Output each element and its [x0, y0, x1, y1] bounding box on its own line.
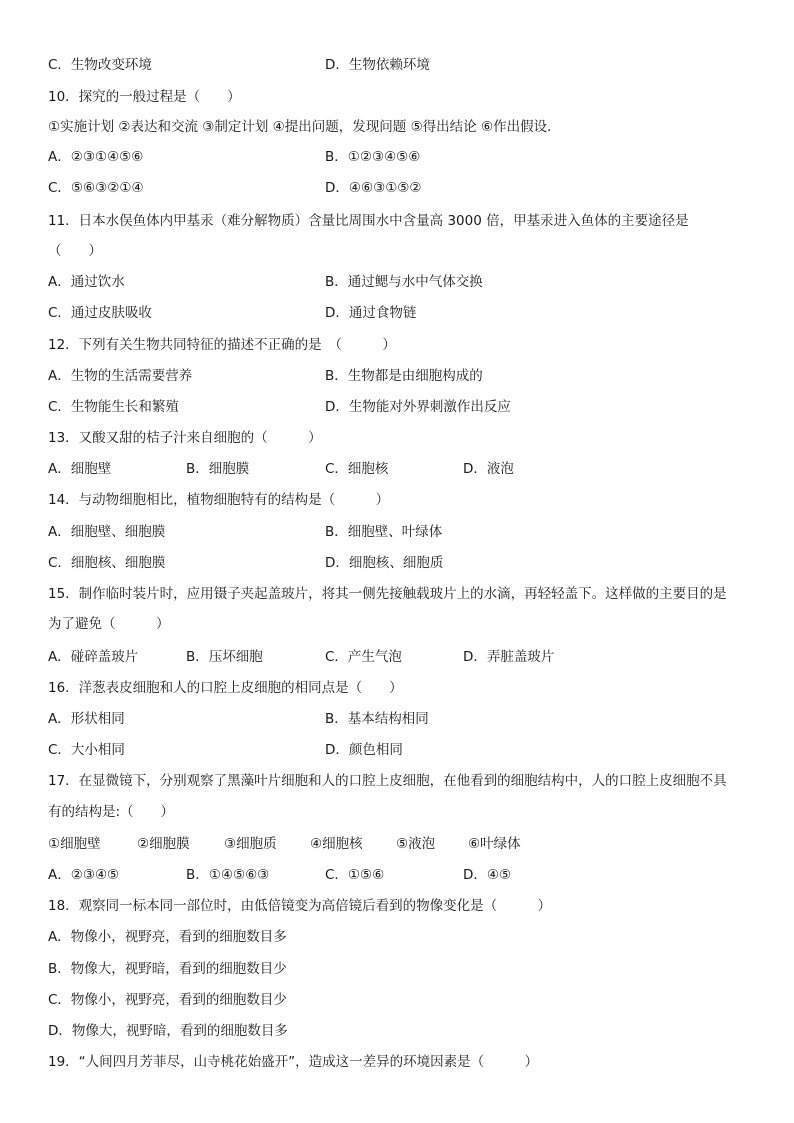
q15-option-d: D．弄脏盖玻片 — [463, 649, 555, 665]
q11-option-c: C．通过皮肤吸收 — [48, 305, 152, 321]
q13-option-a: A．细胞壁 — [48, 461, 112, 477]
q19-stem: 19．“人间四月芳菲尽，山寺桃花始盛开”，造成这一差异的环境因素是（ ） — [48, 1054, 539, 1070]
q11-option-a: A．通过饮水 — [48, 274, 125, 290]
q12-option-d: D．生物能对外界刺激作出反应 — [325, 399, 511, 415]
q13-stem: 13．又酸又甜的桔子汁来自细胞的（ ） — [48, 430, 322, 446]
q18-stem: 18．观察同一标本同一部位时，由低倍镜变为高倍镜后看到的物像变化是（ ） — [48, 898, 552, 914]
q12-stem: 12．下列有关生物共同特征的描述不正确的是 （ ） — [48, 337, 396, 353]
q13-option-d: D．液泡 — [463, 461, 514, 477]
q12-option-b: B．生物都是由细胞构成的 — [325, 368, 483, 384]
q18-option-a: A．物像小，视野亮，看到的细胞数目多 — [48, 929, 287, 945]
q10-option-a: A．②③①④⑤⑥ — [48, 149, 144, 165]
q17-item-3: ③细胞质 — [224, 836, 277, 852]
q10-option-c: C．⑤⑥③②①④ — [48, 180, 144, 196]
q10-steps: ①实施计划 ②表达和交流 ③制定计划 ④提出问题，发现问题 ⑤得出结论 ⑥作出假设． — [48, 119, 561, 135]
q17-option-a: A．②③④⑤ — [48, 867, 120, 883]
q17-item-2: ②细胞膜 — [137, 836, 190, 852]
q11-option-d: D．通过食物链 — [325, 305, 417, 321]
q12-option-a: A．生物的生活需要营养 — [48, 368, 193, 384]
q13-option-c: C．细胞核 — [325, 461, 389, 477]
q11-stem-line1: 11．日本水俣鱼体内甲基汞（难分解物质）含量比周围水中含量高 3000 倍，甲基汞进入鱼体的主要途径是 — [48, 213, 689, 229]
q14-option-d: D．细胞核、细胞质 — [325, 555, 444, 571]
q18-option-b: B．物像大，视野暗，看到的细胞数目少 — [48, 961, 287, 977]
q15-option-b: B．压坏细胞 — [186, 649, 263, 665]
q17-item-4: ④细胞核 — [310, 836, 363, 852]
q17-option-d: D．④⑤ — [463, 867, 512, 883]
q16-option-d: D．颜色相同 — [325, 742, 403, 758]
q9-option-d: D．生物依赖环境 — [325, 57, 430, 73]
q9-option-c: C．生物改变环境 — [48, 57, 152, 73]
q17-stem-line2: 有的结构是:（ ） — [48, 804, 175, 820]
q10-option-b: B．①②③④⑤⑥ — [325, 149, 421, 165]
q17-item-6: ⑥叶绿体 — [468, 836, 521, 852]
q15-stem-line2: 为了避免（ ） — [48, 616, 170, 632]
q14-option-c: C．细胞核、细胞膜 — [48, 555, 166, 571]
q10-option-d: D．④⑥③①⑤② — [325, 180, 422, 196]
q16-option-c: C．大小相同 — [48, 742, 125, 758]
q14-option-a: A．细胞壁、细胞膜 — [48, 524, 166, 540]
q17-option-b: B．①④⑤⑥③ — [186, 867, 270, 883]
q18-option-d: D．物像大，视野暗，看到的细胞数目多 — [48, 1023, 288, 1039]
q17-item-1: ①细胞壁 — [48, 836, 101, 852]
q16-stem: 16．洋葱表皮细胞和人的口腔上皮细胞的相同点是（ ） — [48, 680, 403, 696]
q12-option-c: C．生物能生长和繁殖 — [48, 399, 179, 415]
q17-stem-line1: 17．在显微镜下，分别观察了黑藻叶片细胞和人的口腔上皮细胞，在他看到的细胞结构中，人的口腔上皮细胞不具 — [48, 773, 727, 789]
q18-option-c: C．物像小，视野亮，看到的细胞数目少 — [48, 992, 287, 1008]
q14-stem: 14．与动物细胞相比，植物细胞特有的结构是（ ） — [48, 492, 390, 508]
q11-stem-line2: （ ） — [48, 243, 102, 259]
q16-option-b: B．基本结构相同 — [325, 711, 429, 727]
q16-option-a: A．形状相同 — [48, 711, 125, 727]
q17-item-5: ⑤液泡 — [396, 836, 436, 852]
q11-option-b: B．通过鳃与水中气体交换 — [325, 274, 483, 290]
q15-option-c: C．产生气泡 — [325, 649, 402, 665]
q14-option-b: B．细胞壁、叶绿体 — [325, 524, 443, 540]
q10-stem: 10．探究的一般过程是（ ） — [48, 89, 241, 105]
q15-stem-line1: 15．制作临时装片时，应用镊子夹起盖玻片，将其一侧先接触载玻片上的水滴，再轻轻盖下。这样做的主要目的是 — [48, 586, 727, 602]
q17-option-c: C．①⑤⑥ — [325, 867, 385, 883]
q13-option-b: B．细胞膜 — [186, 461, 250, 477]
q15-option-a: A．碰碎盖玻片 — [48, 649, 139, 665]
